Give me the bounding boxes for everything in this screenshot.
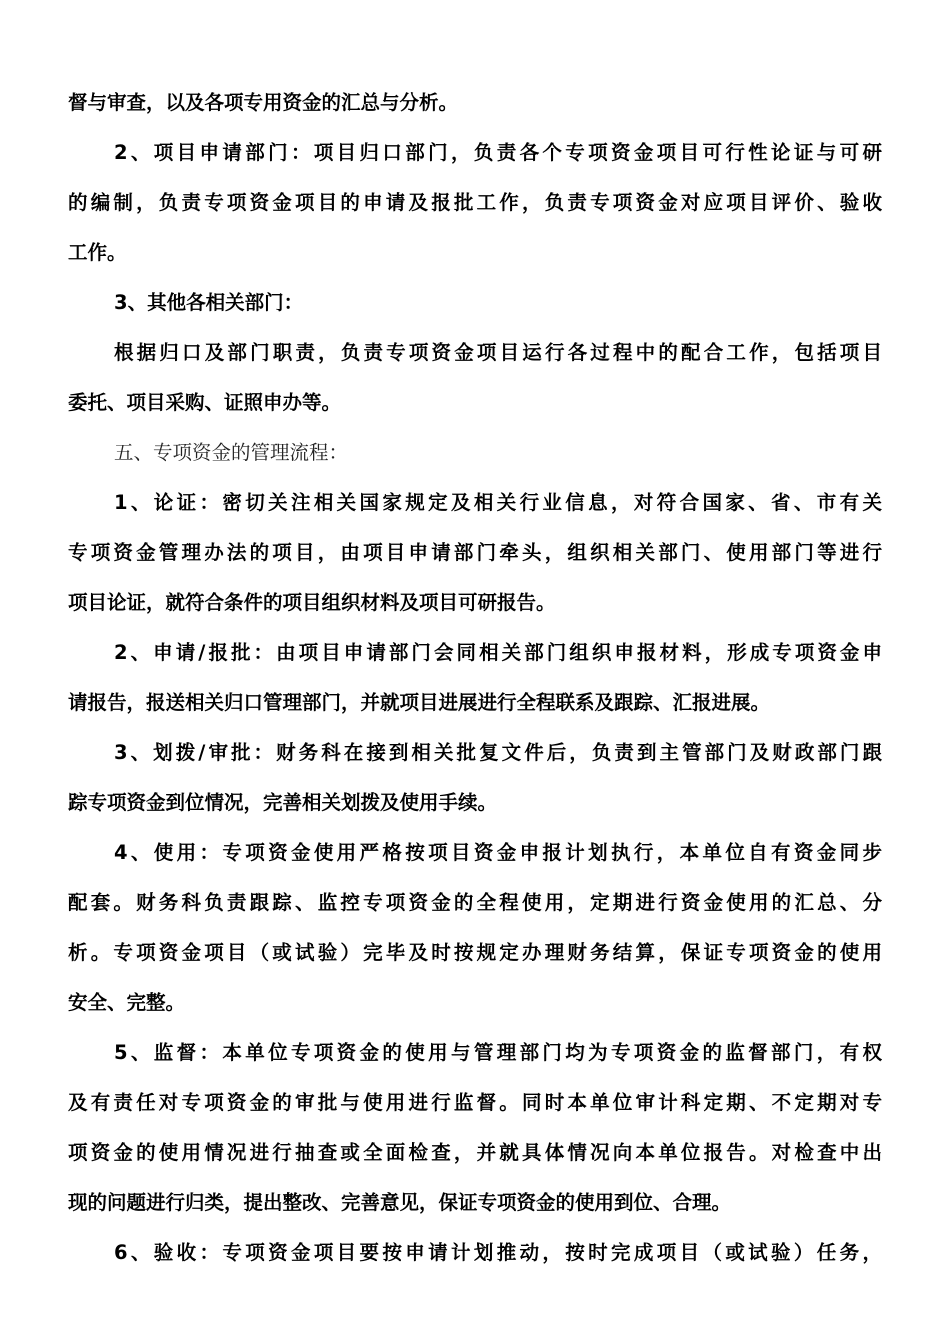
text-line: 的编制，负责专项资金项目的申请及报批工作，负责专项资金对应项目评价、验收 — [68, 191, 882, 214]
text-line: 专项资金管理办法的项目，由项目申请部门牵头，组织相关部门、使用部门等进行 — [68, 541, 882, 564]
text-line: 析。专项资金项目（或试验）完毕及时按规定办理财务结算，保证专项资金的使用 — [68, 941, 882, 964]
text-line: 安全、完整。 — [68, 991, 186, 1014]
text-line: 根据归口及部门职责，负责专项资金项目运行各过程中的配合工作，包括项目 — [114, 341, 882, 364]
text-line: 1、论证：密切关注相关国家规定及相关行业信息，对符合国家、省、市有关 — [114, 491, 882, 514]
text-line: 配套。财务科负责跟踪、监控专项资金的全程使用，定期进行资金使用的汇总、分 — [68, 891, 882, 914]
text-line: 5、监督：本单位专项资金的使用与管理部门均为专项资金的监督部门，有权 — [114, 1041, 882, 1064]
text-line: 及有责任对专项资金的审批与使用进行监督。同时本单位审计科定期、不定期对专 — [68, 1091, 882, 1114]
text-line: 项目论证，就符合条件的项目组织材料及项目可研报告。 — [68, 591, 556, 614]
section-heading: 五、专项资金的管理流程： — [114, 441, 349, 464]
text-line: 3、其他各相关部门： — [114, 291, 304, 314]
text-line: 督与审查，以及各项专用资金的汇总与分析。 — [68, 91, 459, 114]
text-line: 请报告，报送相关归口管理部门，并就项目进展进行全程联系及跟踪、汇报进展。 — [68, 691, 771, 714]
text-line: 委托、项目采购、证照申办等。 — [68, 391, 342, 414]
text-line: 2、项目申请部门：项目归口部门，负责各个专项资金项目可行性论证与可研 — [114, 141, 882, 164]
text-line: 3、划拨/审批：财务科在接到相关批复文件后，负责到主管部门及财政部门跟 — [114, 741, 882, 764]
text-line: 6、验收：专项资金项目要按申请计划推动，按时完成项目（或试验）任务， — [114, 1241, 882, 1264]
text-line: 现的问题进行归类，提出整改、完善意见，保证专项资金的使用到位、合理。 — [68, 1191, 732, 1214]
text-line: 工作。 — [68, 241, 127, 264]
text-line: 4、使用：专项资金使用严格按项目资金申报计划执行，本单位自有资金同步 — [114, 841, 882, 864]
text-line: 2、申请/报批：由项目申请部门会同相关部门组织申报材料，形成专项资金申 — [114, 641, 882, 664]
document-page — [68, 78, 882, 1278]
text-line: 项资金的使用情况进行抽查或全面检查，并就具体情况向本单位报告。对检查中出 — [68, 1141, 882, 1164]
text-line: 踪专项资金到位情况，完善相关划拨及使用手续。 — [68, 791, 498, 814]
